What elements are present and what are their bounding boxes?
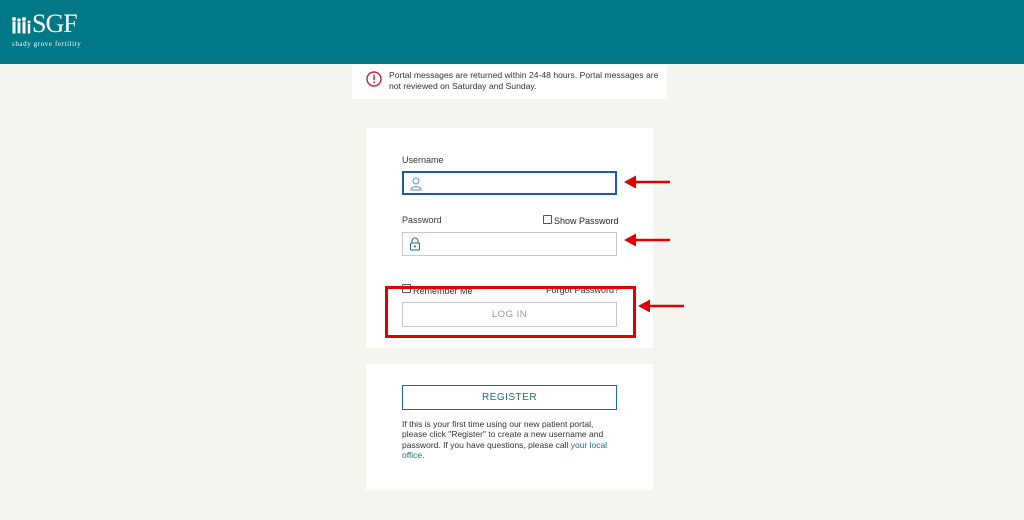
- portal-notice: [352, 64, 667, 99]
- forgot-password-link[interactable]: Forgot Password?: [546, 285, 620, 295]
- login-highlight-box: [385, 286, 636, 338]
- register-help-body: If this is your first time using our new patient portal, please click "Register" to create a new username and password. If you have questions, please call: [402, 419, 604, 450]
- arrow-password-icon: [622, 232, 672, 248]
- sgf-logo[interactable]: [10, 9, 110, 52]
- notice-text: Portal messages are returned within 24-48 hours. Portal messages are not reviewed on Saturday and Sunday.: [389, 70, 659, 91]
- remember-me-label[interactable]: Remember Me: [413, 286, 473, 296]
- username-label: Username: [402, 155, 444, 165]
- family-icon: [10, 14, 32, 36]
- local-office-link[interactable]: your local office: [402, 439, 608, 461]
- show-password-label[interactable]: Show Password: [554, 216, 619, 226]
- password-label: Password: [402, 215, 442, 225]
- username-field[interactable]: [402, 171, 617, 195]
- password-input[interactable]: [427, 235, 607, 253]
- arrow-login-icon: [636, 298, 686, 314]
- user-icon: [410, 177, 422, 191]
- arrow-username-icon: [622, 174, 672, 190]
- logo-tagline: shady grove fertility: [12, 40, 82, 48]
- logo-text: SGF: [32, 9, 77, 38]
- register-card: [366, 364, 653, 490]
- site-header: [0, 0, 1024, 64]
- register-button[interactable]: REGISTER: [402, 385, 617, 410]
- alert-circle-icon: [366, 71, 382, 87]
- lock-icon: [409, 237, 421, 251]
- username-input[interactable]: [428, 175, 608, 193]
- register-help-text: [402, 419, 612, 461]
- register-help-end: .: [422, 450, 425, 461]
- password-field[interactable]: [402, 232, 617, 256]
- show-password-checkbox[interactable]: [543, 215, 552, 224]
- login-button[interactable]: LOG IN: [402, 302, 617, 327]
